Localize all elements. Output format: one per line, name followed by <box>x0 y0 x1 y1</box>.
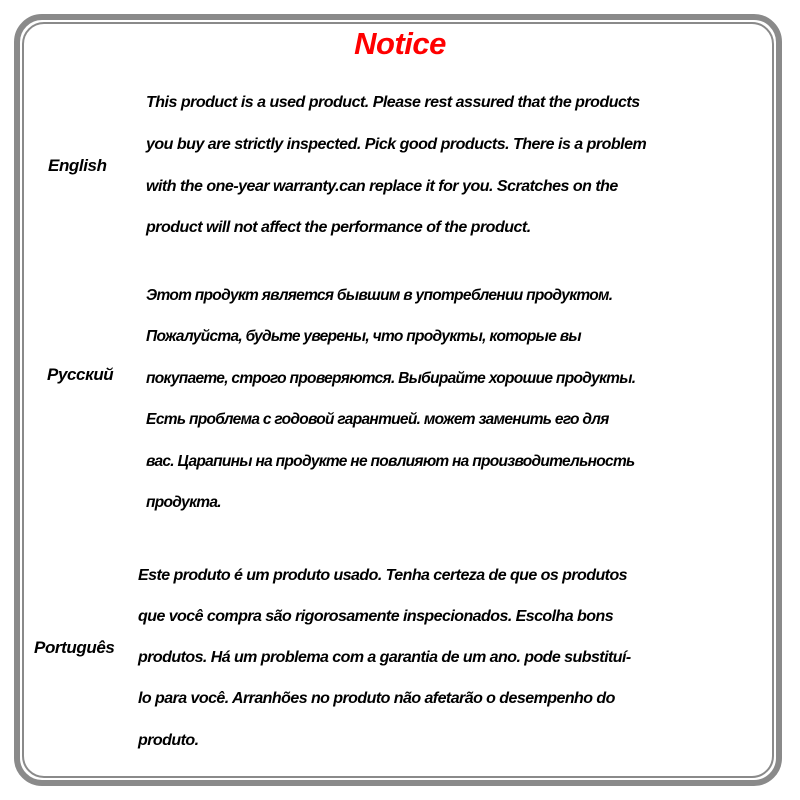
notice-title: Notice <box>354 26 446 61</box>
russian-line: продукта. <box>146 494 221 511</box>
portuguese-line: produto. <box>138 732 199 749</box>
language-label-russian: Русский <box>47 365 114 384</box>
portuguese-line: produtos. Há um problema com a garantia de um ano. pode substituí- <box>138 649 631 666</box>
english-line: you buy are strictly inspected. Pick good products. There is a problem <box>146 136 647 153</box>
english-line: with the one-year warranty.can replace it for you. Scratches on the <box>146 178 618 195</box>
russian-line: покупаете, строго проверяются. Выбирайте хорошие продукты. <box>146 370 636 387</box>
russian-line: Есть проблема с годовой гарантией. может заменить его для <box>146 411 609 428</box>
portuguese-line: lo para você. Arranhões no produto não afetarão o desempenho do <box>138 690 615 707</box>
portuguese-line: que você compra são rigorosamente inspecionados. Escolha bons <box>138 608 614 625</box>
english-line: This product is a used product. Please rest assured that the products <box>146 94 640 111</box>
english-line: product will not affect the performance of the product. <box>146 219 531 236</box>
language-label-english: English <box>48 156 107 175</box>
russian-line: вас. Царапины на продукте не повлияют на производительность <box>146 453 635 470</box>
russian-line: Пожалуйста, будьте уверены, что продукты, которые вы <box>146 328 581 345</box>
language-label-portuguese: Português <box>34 638 115 657</box>
portuguese-line: Este produto é um produto usado. Tenha certeza de que os produtos <box>138 567 628 584</box>
russian-line: Этот продукт является бывшим в употреблении продуктом. <box>146 287 613 304</box>
